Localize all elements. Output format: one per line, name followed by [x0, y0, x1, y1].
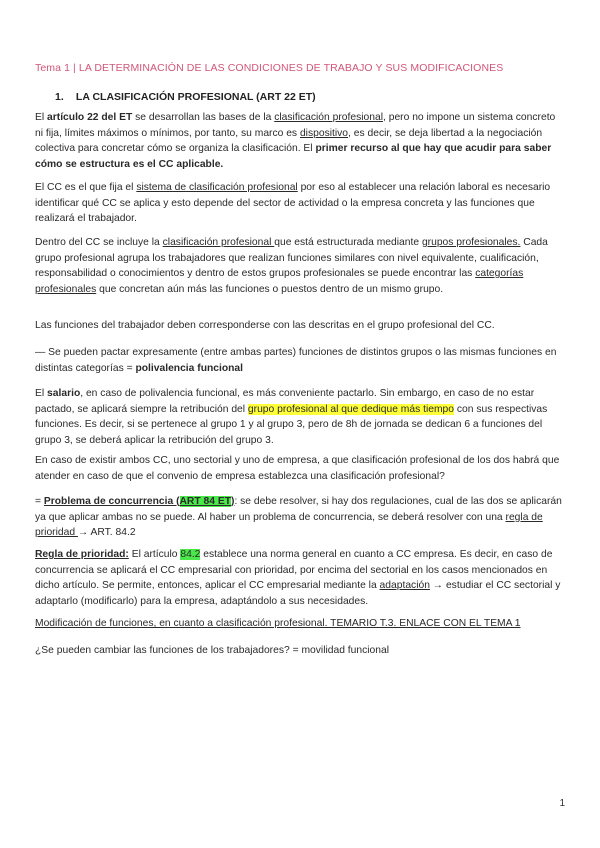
- underlined-text: clasificación profesional: [274, 112, 383, 123]
- text: =: [35, 496, 44, 507]
- highlighted-text: ART 84 ET: [179, 496, 231, 507]
- highlighted-text: grupo profesional al que dedique más tiempo: [247, 403, 454, 415]
- bold-text: polivalencia funcional: [135, 362, 244, 374]
- text: que concretan aún más las funciones o puestos dentro de un mismo grupo.: [96, 283, 444, 295]
- text: El CC es el que fija el: [35, 182, 137, 193]
- text: establece una norma general en cuanto a CC empresa. Es decir, en caso de concurrencia se aplicará el CC empresarial con prioridad, por encima del sectorial en los casos mencionados en dicho artículo. Se permite, entonces, aplicar el CC empresarial mediante la: [35, 549, 553, 591]
- underlined-text: regla de prioridad: [35, 511, 543, 538]
- page-title: Tema 1 | LA DETERMINACIÓN DE LAS CONDICIONES DE TRABAJO Y SUS MODIFICACIONES: [35, 62, 504, 74]
- text: El: [35, 112, 48, 123]
- text: Cada grupo profesional agrupa los trabajadores que realizan funciones similares con nivel equivalente, cualificación, responsabilidad o conocimientos y dentro de estos grupos profesionales se puede encontrar las: [35, 237, 548, 279]
- text: Dentro del CC se incluye la: [35, 237, 163, 248]
- text: , es decir, se deja libertad a la negociación colectiva para concretar cómo se organiza la clasificación. El: [35, 127, 543, 154]
- paragraph-1: [35, 110, 565, 172]
- text: → ART. 84.2: [77, 527, 136, 538]
- paragraph-3: [35, 235, 565, 297]
- bold-underlined-text: ): [231, 496, 235, 507]
- paragraph-8: [35, 494, 565, 541]
- text: El: [35, 388, 48, 399]
- paragraph-11: ¿Se pueden cambiar las funciones de los trabajadores? = movilidad funcional: [35, 645, 390, 656]
- page-number: 1: [559, 798, 565, 809]
- text: se desarrollan las bases de la: [132, 112, 275, 123]
- text: : se debe resolver, si hay dos regulaciones, cual de las dos se aplicarán ya que aplicar ambas no se puede. Al haber un problema de concurrencia, se deberá resolver con una: [35, 496, 562, 523]
- section-heading-text: LA CLASIFICACIÓN PROFESIONAL (ART 22 ET): [75, 91, 316, 103]
- underlined-text: clasificación profesional: [162, 237, 275, 248]
- bold-underlined-text: Regla de prioridad:: [35, 549, 129, 560]
- paragraph-10: Modificación de funciones, en cuanto a clasificación profesional. TEMARIO T.3. ENLACE CON EL TEMA 1: [35, 618, 521, 629]
- section-heading: [55, 91, 316, 103]
- underlined-text: adaptación: [379, 580, 430, 591]
- section-number: 1.: [55, 91, 64, 103]
- text: , en caso de polivalencia funcional, es más conveniente pactarlo. Sin embargo, en caso de no estar pactado, se aplicará siempre la retribución del: [35, 388, 535, 415]
- text: El artículo: [128, 549, 181, 560]
- text: con sus respectivas funciones. Es decir, si se pertenece al grupo 1 y al grupo 3, pero de 8h de jornada se dedican 6 a funciones del grupo 3, se deberá aplicar la retribución del grupo 3.: [35, 403, 548, 446]
- underlined-text: sistema de clasificación profesional: [136, 182, 298, 193]
- text: → estudiar el CC sectorial y adaptarlo (modificarlo) para la empresa, adaptándolo a sus necesidades.: [35, 580, 561, 607]
- text: — Se pueden pactar expresamente (entre ambas partes) funciones de distintos grupos o las mismas funciones en distintas categorías =: [35, 347, 557, 374]
- paragraph-7: En caso de existir ambos CC, uno sectorial y uno de empresa, a que clasificación profesional de los dos habrá que atender en caso de que el convenio de empresa establezca una clasificación profesional?: [35, 455, 560, 482]
- bold-underlined-text: Problema de concurrencia (: [43, 496, 180, 507]
- underlined-text: dispositivo: [299, 127, 349, 139]
- paragraph-6: [35, 386, 565, 448]
- text: por eso al establecer una relación laboral es necesario identificar qué CC se aplica y esto depende del sector de actividad o la empresa concreta y las funciones que realizará el trabajador.: [35, 182, 551, 224]
- paragraph-2: [35, 180, 565, 227]
- underlined-text: grupos profesionales.: [421, 237, 521, 248]
- paragraph-4: Las funciones del trabajador deben corresponderse con las descritas en el grupo profesional del CC.: [35, 320, 495, 331]
- paragraph-5: [35, 345, 565, 376]
- highlighted-text: 84.2: [180, 549, 201, 560]
- text: que está estructurada mediante: [274, 237, 422, 248]
- bold-text: salario: [47, 388, 81, 399]
- underlined-text: categorías profesionales: [35, 268, 524, 295]
- bold-text: artículo 22 del ET: [47, 112, 133, 123]
- paragraph-9: [35, 547, 565, 609]
- bold-text: primer recurso al que hay que acudir para saber cómo se estructura es el CC aplicable.: [35, 143, 552, 170]
- text: , pero no impone un sistema concreto ni fija, límites máximos o mínimos, por tanto, su marco es: [35, 112, 556, 139]
